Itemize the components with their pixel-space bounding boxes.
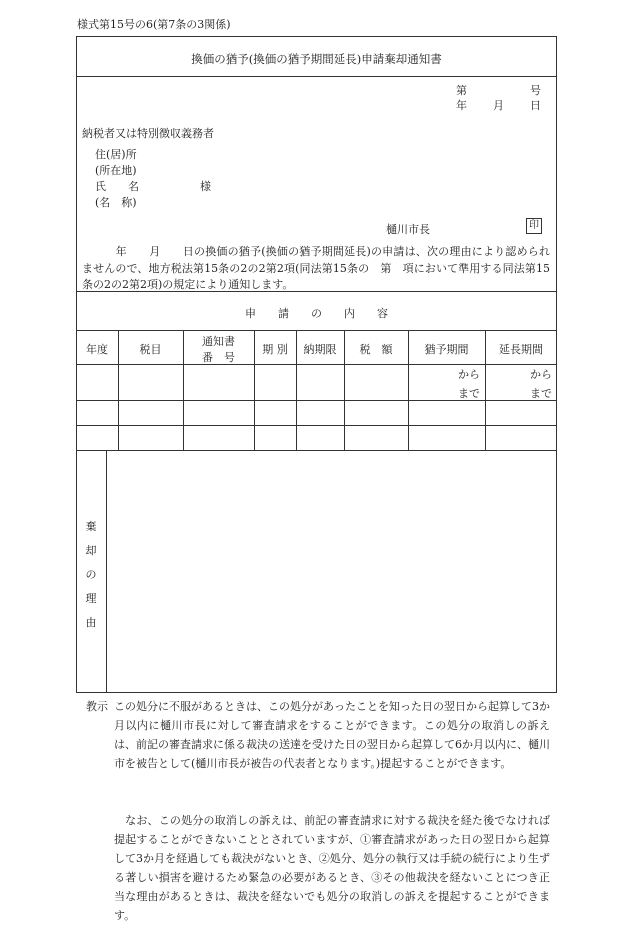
name-label: 氏 名: [95, 180, 139, 193]
reason-label-char: 却: [85, 544, 97, 557]
doc-number-prefix: 第: [456, 84, 467, 97]
reason-label-char: 理: [85, 592, 97, 605]
col-header-fiscal-year: 年度: [86, 343, 108, 356]
table-column-line: [408, 330, 409, 450]
table-column-line: [296, 330, 297, 450]
date-month: 月: [493, 99, 504, 112]
date-day: 日: [530, 99, 541, 112]
col-header-notice-no-2: 番 号: [202, 351, 235, 364]
form-number: 様式第15号の6(第7条の3関係): [77, 18, 231, 31]
addressee-heading: 納税者又は特別徴収義務者: [82, 127, 214, 140]
seal-mark: 印: [526, 218, 542, 234]
col-header-extension-period: 延長期間: [499, 343, 543, 356]
grace-to-label: まで: [458, 387, 480, 400]
doc-number-suffix: 号: [530, 84, 541, 97]
notice-paragraph-1-text: この処分に不服があるときは、この処分があったことを知った日の翌日から起算して3か月以内に樋川市長に対して審査請求をすることができます。この処分の取消しの訴えは、前記の審査請求に係る裁決の送達を受けた日の翌日から起算して6か月以内に、樋川市を被告として(樋川市長が被告の代表者となります。)提起することができます。: [114, 700, 550, 770]
col-header-due-date: 納期限: [303, 343, 337, 356]
table-column-line: [183, 330, 184, 450]
notice-paragraph-1: [114, 697, 550, 773]
address-label: 住(居)所: [95, 148, 137, 161]
application-section-title: 申 請 の 内 容: [245, 307, 388, 320]
grace-from-label: から: [458, 368, 480, 381]
notice-label: 教示: [86, 700, 108, 713]
col-header-tax-item: 税目: [139, 343, 162, 356]
table-column-line: [118, 330, 119, 450]
table-column-line: [254, 330, 255, 450]
document-title: 換価の猶予(換価の猶予期間延長)申請棄却通知書: [191, 52, 442, 66]
divider: [76, 291, 557, 292]
honorific: 様: [200, 180, 211, 193]
notice-paragraph-2: なお、この処分の取消しの訴えは、前記の審査請求に対する裁決を経た後でなければ提起することができないこととされていますが、①審査請求があった日の翌日から起算して3か月を経過しても裁決がないとき、②処分、処分の執行又は手続の続行により生ずる著しい損害を避けるため緊急の必要があるとき、③その他裁決を経ないことにつき正当な理由があるときは、裁決を経ないでも処分の取消しの訴えを提起することができます。: [114, 814, 550, 922]
divider: [76, 76, 557, 77]
reason-label-char: 棄: [85, 520, 97, 533]
col-header-notice-no-1: 通知書: [202, 335, 235, 348]
reason-label-char: の: [85, 568, 97, 581]
extension-from-label: から: [530, 368, 552, 381]
issuer-name: 樋川市長: [386, 223, 430, 236]
location-label: (所在地): [95, 164, 137, 177]
reason-label-char: 由: [85, 616, 97, 629]
col-header-period: 期 別: [262, 343, 288, 356]
date-year: 年: [456, 99, 467, 112]
table-column-line: [485, 330, 486, 450]
col-header-grace-period: 猶予期間: [424, 343, 469, 356]
table-column-line: [344, 330, 345, 450]
rejection-reason-area[interactable]: [107, 451, 556, 692]
corp-name-label: (名 称): [95, 196, 137, 209]
col-header-tax-amount: 税 額: [359, 343, 393, 356]
extension-to-label: まで: [530, 387, 552, 400]
notification-body: 年 月 日の換価の猶予(換価の猶予期間延長)の申請は、次の理由により認められませんので、地方税法第15条の2の2第2項(同法第15条の 第 項において準用する同法第15条の2の2第2項)の規定により通知します。: [82, 245, 550, 291]
